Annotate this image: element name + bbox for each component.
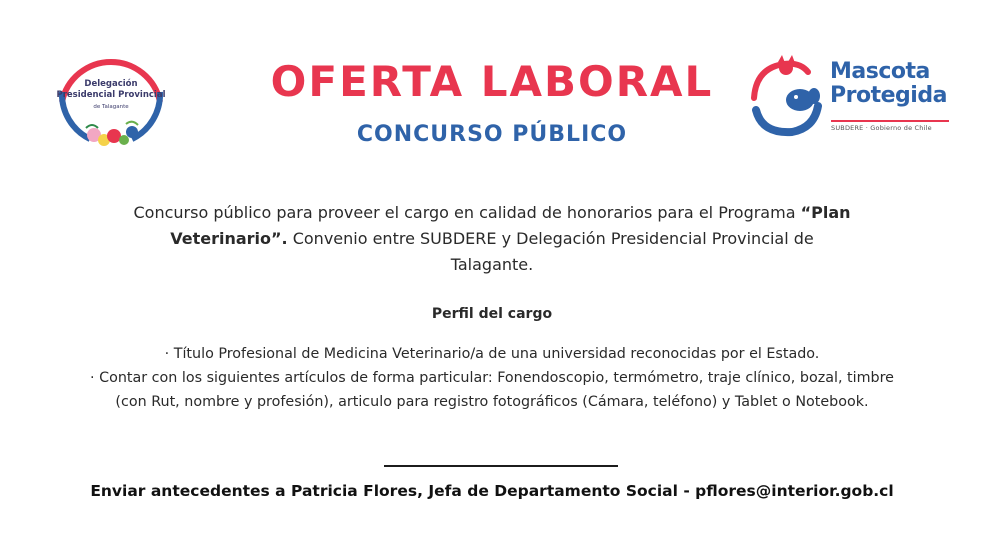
- delegacion-logo-line3: de Talagante: [93, 104, 129, 110]
- delegacion-logo-line1: Delegación: [84, 79, 138, 89]
- requirement-item: · Título Profesional de Medicina Veterinario/a de una universidad reconocidas por el Estado.: [164, 346, 820, 362]
- heading: [230, 56, 754, 150]
- cat-dog-icon: [748, 54, 828, 138]
- requirement-item: · Contar con los siguientes artículos de forma particular: Fonendoscopio, termómetro, traje clínico, bozal, timbre (con Rut, nombre y profesión), articulo para registro fotográficos (Cámara, teléfono) y Tablet o Notebook.: [90, 370, 894, 410]
- logo-rule: [831, 120, 949, 122]
- delegacion-logo-line2: Presidencial Provincial: [56, 90, 166, 100]
- mascota-logo-line2: Protegida: [830, 83, 947, 108]
- requirements-list: [90, 342, 894, 414]
- mascota-logo-line1: Mascota: [830, 59, 930, 84]
- intro-paragraph: [130, 200, 854, 278]
- intro-text-1: Concurso público para proveer el cargo en calidad de honorarios para el Programa: [133, 203, 801, 222]
- intro-text-2: Convenio entre SUBDERE y Delegación Presidencial Provincial de Talagante.: [287, 229, 814, 274]
- mascota-protegida-logo: [748, 54, 958, 138]
- profile-title: Perfil del cargo: [431, 306, 553, 322]
- intro-program-name: “Plan Veterinario”.: [170, 203, 851, 248]
- page-subtitle: CONCURSO PÚBLICO: [356, 122, 628, 147]
- page-title: OFERTA LABORAL: [270, 57, 714, 106]
- contact-footer: Enviar antecedentes a Patricia Flores, Jefa de Departamento Social - pflores@interior.gob.cl: [90, 482, 894, 500]
- delegacion-logo: [50, 32, 172, 154]
- divider: [384, 465, 618, 467]
- mascota-logo-sub: SUBDERE · Gobierno de Chile: [831, 124, 932, 132]
